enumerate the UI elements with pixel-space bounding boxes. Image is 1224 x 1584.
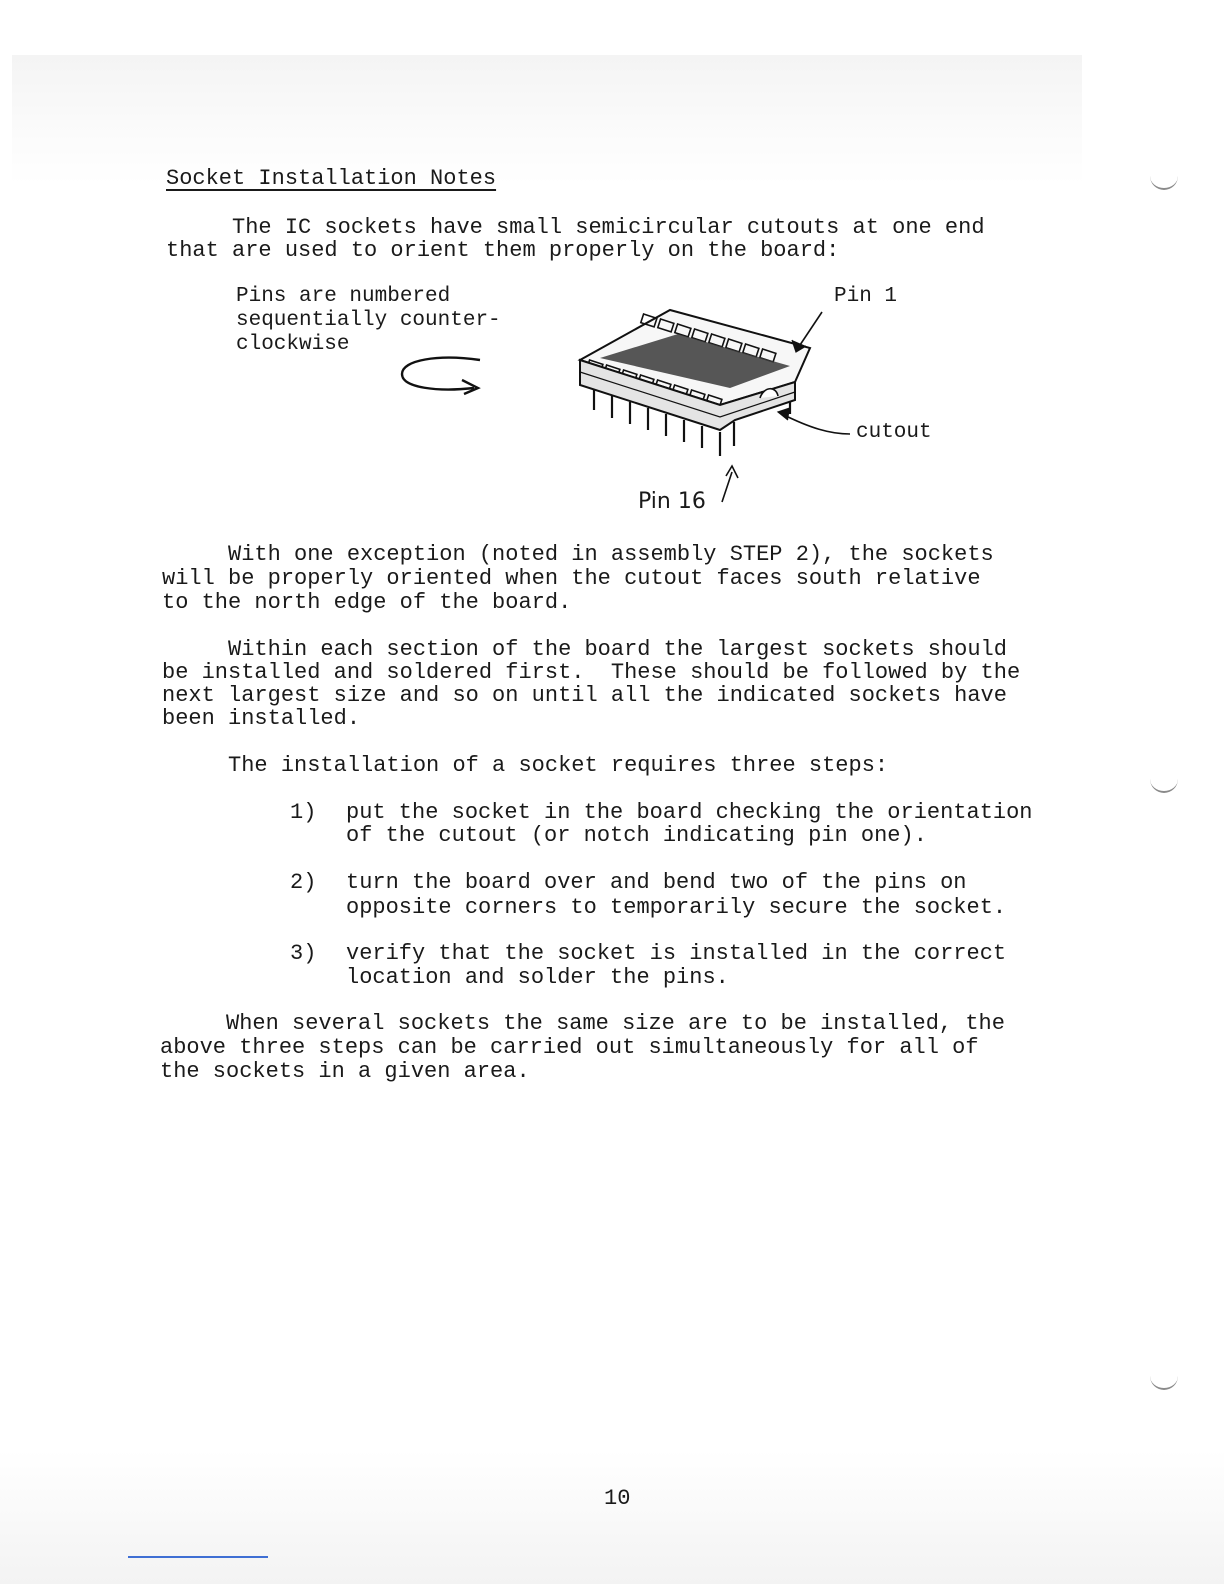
steps-intro: The installation of a socket requires three steps: xyxy=(162,753,889,778)
step-number: 3) xyxy=(290,941,317,966)
bottom-shading xyxy=(0,1450,1224,1584)
step-number: 1) xyxy=(290,800,317,825)
binder-hole-mark xyxy=(1150,1372,1178,1390)
intro-line-2: that are used to orient them properly on the board: xyxy=(166,238,840,263)
step-line: opposite corners to temporarily secure the socket. xyxy=(346,895,1007,920)
step-line: location and solder the pins. xyxy=(346,965,729,990)
orientation-line: will be properly oriented when the cutout faces south relative xyxy=(162,566,981,591)
rotation-note-line: sequentially counter- xyxy=(236,309,501,332)
binder-hole-mark xyxy=(1150,172,1178,190)
orientation-line: to the north edge of the board. xyxy=(162,590,572,615)
orientation-line: With one exception (noted in assembly STEP 2), the sockets xyxy=(162,542,994,567)
final-line: When several sockets the same size are to be installed, the xyxy=(160,1011,1005,1036)
page-title: Socket Installation Notes xyxy=(166,166,497,191)
pin16-label: Pin 16 xyxy=(638,489,706,514)
counterclockwise-arrow-icon xyxy=(398,356,488,396)
final-line: above three steps can be carried out simultaneously for all of xyxy=(160,1035,979,1060)
step-line: verify that the socket is installed in the correct xyxy=(346,941,1007,966)
rotation-note-line: Pins are numbered xyxy=(236,285,451,308)
step-line: put the socket in the board checking the orientation xyxy=(346,800,1033,825)
scan-edge-mark xyxy=(128,1556,268,1558)
step-line: of the cutout (or notch indicating pin one). xyxy=(346,823,927,848)
cutout-label: cutout xyxy=(856,421,932,444)
pin1-label: Pin 1 xyxy=(834,285,898,308)
intro-line-1: The IC sockets have small semicircular cutouts at one end xyxy=(166,215,985,240)
step-number: 2) xyxy=(290,870,317,895)
binder-hole-mark xyxy=(1150,775,1178,793)
order-line: Within each section of the board the largest sockets should xyxy=(162,637,1007,662)
ic-socket-drawing-icon xyxy=(560,290,980,520)
final-line: the sockets in a given area. xyxy=(160,1059,530,1084)
rotation-note-line: clockwise xyxy=(236,333,350,356)
order-line: be installed and soldered first. These should be followed by the xyxy=(162,660,1021,685)
step-line: turn the board over and bend two of the pins on xyxy=(346,870,967,895)
order-line: been installed. xyxy=(162,706,361,731)
page-number: 10 xyxy=(604,1486,631,1511)
order-line: next largest size and so on until all the indicated sockets have xyxy=(162,683,1007,708)
